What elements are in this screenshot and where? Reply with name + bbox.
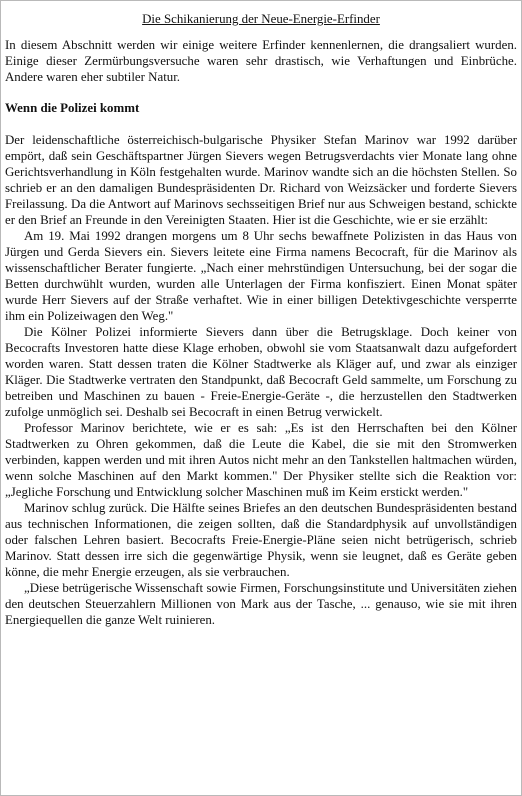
body-paragraph-3: Die Kölner Polizei informierte Sievers dann über die Betrugsklage. Doch keiner von Becocrafts Investoren hatte diese Klage erhoben, obwohl sie vom Staatsanwalt dazu aufgefordert worden waren. Statt dessen traten die Kölner Stadtwerke als Kläger auf, und zwar als einziger Kläger. Die Stadtwerke vertraten den Standpunkt, daß Becocraft Geld sammelte, um Forschung zu betreiben und Maschinen zu bauen - Freie-Energie-Geräte -, die herzustellen den Stadtwerken zufolge unmöglich sei. Deshalb sei Becocraft in einen Betrug verwickelt. bbox=[5, 325, 517, 419]
body-paragraph-1: Der leidenschaftliche österreichisch-bulgarische Physiker Stefan Marinov war 1992 darüber empört, daß sein Geschäftspartner Jürgen Sievers wegen Betrugsverdachts vier Monate lang ohne Gerichtsverhandlung in Köln festgehalten wurde. Marinov wandte sich an die höchsten Stellen. So schrieb er an den damaligen Bundespräsidenten Dr. Richard von Weizsäcker und forderte Sievers Freilassung. Da die Antwort auf Marinovs sechsseitigen Brief nur aus Schweigen bestand, schickte er den Brief an Freunde in den Vereinigten Staaten. Hier ist die Geschichte, wie er sie erzählt: bbox=[5, 133, 517, 227]
body-paragraph-2: Am 19. Mai 1992 drangen morgens um 8 Uhr sechs bewaffnete Polizisten in das Haus von Jürgen und Gerda Sievers ein. Sievers leitete eine Firma namens Becocraft, für die Marinov als wissenschaftlicher Berater fungierte. „Nach einer mehrstündigen Untersuchung, bei der sogar die Betten durchwühlt wurden, wurden alle Unterlagen der Firma konfisziert. Einen Monat später wurde Herr Sievers auf der Straße verhaftet. Wie in einer billigen Detektivgeschichte versperrte ihm ein Polizeiwagen den Weg." bbox=[5, 229, 517, 323]
body-paragraph-6: „Diese betrügerische Wissenschaft sowie Firmen, Forschungsinstitute und Universitäten ziehen den deutschen Steuerzahlern Millionen von Mark aus der Tasche, ... genauso, wie sie mit ihren Energiequellen die ganze Welt ruinieren. bbox=[5, 581, 517, 627]
intro-paragraph: In diesem Abschnitt werden wir einige weitere Erfinder kennenlernen, die drangsaliert wurden. Einige dieser Zermürbungsversuche waren sehr drastisch, wie Verhaftungen und Einbrüche. Andere waren eher subtiler Natur. bbox=[5, 38, 517, 84]
body-paragraph-4: Professor Marinov berichtete, wie er es sah: „Es ist den Herrschaften bei den Kölner Stadtwerken zu Ohren gekommen, daß die Leute die Kabel, die sie mit den Stromwerken verbinden, kappen werden und mit ihren Autos nicht mehr an den Tankstellen haltmachen würden, wenn solche Maschinen auf den Markt kommen." Der Physiker stellte sich die Reaktion vor: „Jegliche Forschung und Entwicklung solcher Maschinen muß im Keim erstickt werden." bbox=[5, 421, 517, 499]
body-paragraph-5: Marinov schlug zurück. Die Hälfte seines Briefes an den deutschen Bundespräsidenten bestand aus technischen Informationen, die zeigen sollten, daß die Standardphysik auf unvollständigen oder falschen Lehren basiert. Becocrafts Freie-Energie-Pläne seien nicht betrügerisch, schrieb Marinov. Statt dessen irre sich die gegenwärtige Physik, wenn sie leugnet, daß es Geräte geben könne, die mehr Energie erzeugen, als sie verbrauchen. bbox=[5, 501, 517, 579]
document-title: Die Schikanierung der Neue-Energie-Erfinder bbox=[142, 12, 380, 26]
section-heading: Wenn die Polizei kommt bbox=[5, 101, 140, 115]
document-content bbox=[5, 11, 517, 628]
